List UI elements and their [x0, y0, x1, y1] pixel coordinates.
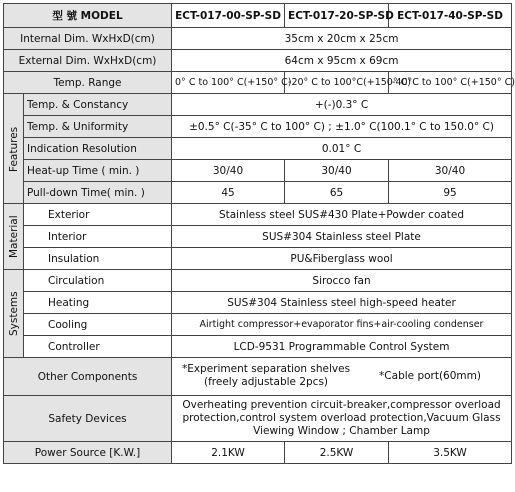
circulation-row [4, 270, 512, 292]
temp-range-value-1: 0° C to 100° C(+150° C) [172, 72, 285, 94]
pulldown-value-1: 45 [172, 182, 285, 204]
header-row [4, 4, 512, 28]
external-dim-value: 64cm x 95cm x 69cm [172, 50, 512, 72]
uniformity-label: Temp. & Uniformity [24, 116, 172, 138]
heating-row [4, 292, 512, 314]
constancy-value: +(-)0.3° C [172, 94, 512, 116]
systems-group-label: Systems [4, 270, 24, 358]
cooling-value: Airtight compressor+evaporator fins+air-cooling condenser [172, 314, 512, 336]
pulldown-value-2: 65 [285, 182, 389, 204]
other-components-label: Other Components [4, 358, 172, 396]
material-group-label: Material [4, 204, 24, 270]
uniformity-row [4, 116, 512, 138]
insulation-label: Insulation [24, 248, 172, 270]
interior-value: SUS#304 Stainless steel Plate [172, 226, 512, 248]
heatup-value-3: 30/40 [389, 160, 512, 182]
constancy-label: Temp. & Constancy [24, 94, 172, 116]
power-value-2: 2.5KW [285, 442, 389, 464]
temp-range-value-2: -20° C to 100°C(+150° C) [285, 72, 389, 94]
heatup-value-1: 30/40 [172, 160, 285, 182]
internal-dim-label: Internal Dim. WxHxD(cm) [4, 28, 172, 50]
other-components-line1: *Experiment separation shelves [181, 363, 351, 375]
constancy-row [4, 94, 512, 116]
interior-label: Interior [24, 226, 172, 248]
insulation-value: PU&Fiberglass wool [172, 248, 512, 270]
heating-value: SUS#304 Stainless steel high-speed heater [172, 292, 512, 314]
power-value-1: 2.1KW [172, 442, 285, 464]
interior-row [4, 226, 512, 248]
other-components-row [4, 358, 512, 396]
heating-label: Heating [24, 292, 172, 314]
indication-row [4, 138, 512, 160]
internal-dim-value: 35cm x 20cm x 25cm [172, 28, 512, 50]
heatup-row [4, 160, 512, 182]
model-name-1: ECT-017-00-SP-SD [172, 4, 285, 28]
insulation-row [4, 248, 512, 270]
features-group-label: Features [4, 94, 24, 204]
exterior-row [4, 204, 512, 226]
pulldown-row [4, 182, 512, 204]
circulation-label: Circulation [24, 270, 172, 292]
safety-row [4, 396, 512, 442]
safety-value: Overheating prevention circuit-breaker,compressor overload protection,control system overload protection,Vacuum Glass Viewing Window ; Chamber Lamp [172, 396, 512, 442]
spec-table [3, 3, 515, 464]
internal-dim-row [4, 28, 512, 50]
cooling-row [4, 314, 512, 336]
other-components-line2: (freely adjustable 2pcs) [204, 376, 329, 388]
power-value-3: 3.5KW [389, 442, 512, 464]
heatup-label: Heat-up Time ( min. ) [24, 160, 172, 182]
indication-value: 0.01° C [172, 138, 512, 160]
temp-range-label: Temp. Range [4, 72, 172, 94]
pulldown-value-3: 95 [389, 182, 512, 204]
other-components-value [172, 358, 512, 396]
pulldown-label: Pull-down Time( min. ) [24, 182, 172, 204]
safety-label: Safety Devices [4, 396, 172, 442]
controller-row [4, 336, 512, 358]
controller-value: LCD-9531 Programmable Control System [172, 336, 512, 358]
controller-label: Controller [24, 336, 172, 358]
power-label: Power Source [K.W.] [4, 442, 172, 464]
uniformity-value: ±0.5° C(-35° C to 100° C) ; ±1.0° C(100.1° C to 150.0° C) [172, 116, 512, 138]
model-name-2: ECT-017-20-SP-SD [285, 4, 389, 28]
other-components-extra: *Cable port(60mm) [379, 370, 481, 382]
temp-range-value-3: -40°C to 100° C(+150° C) [389, 72, 512, 94]
temp-range-row [4, 72, 512, 94]
external-dim-row [4, 50, 512, 72]
exterior-label: Exterior [24, 204, 172, 226]
exterior-value: Stainless steel SUS#430 Plate+Powder coated [172, 204, 512, 226]
model-name-3: ECT-017-40-SP-SD [389, 4, 512, 28]
circulation-value: Sirocco fan [172, 270, 512, 292]
indication-label: Indication Resolution [24, 138, 172, 160]
power-row [4, 442, 512, 464]
cooling-label: Cooling [24, 314, 172, 336]
external-dim-label: External Dim. WxHxD(cm) [4, 50, 172, 72]
heatup-value-2: 30/40 [285, 160, 389, 182]
model-header-label: 型 號 MODEL [4, 4, 172, 28]
